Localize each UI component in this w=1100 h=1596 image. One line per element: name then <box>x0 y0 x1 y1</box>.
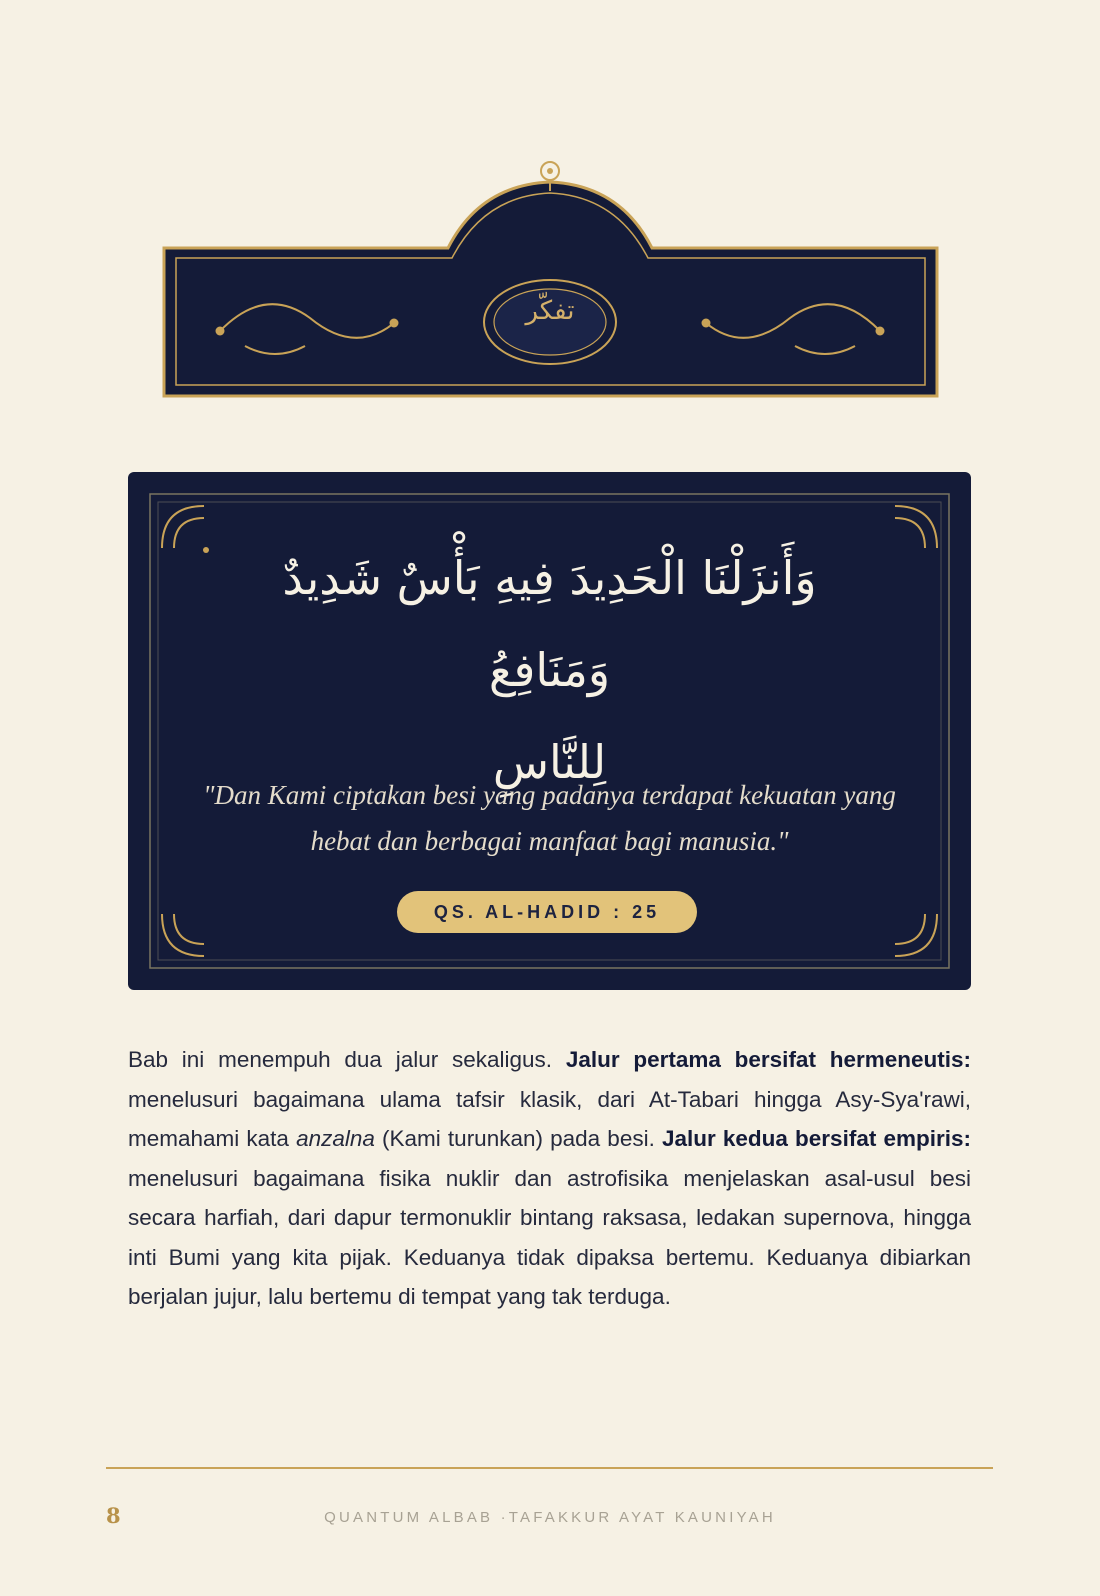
verse-card <box>128 472 971 990</box>
arabic-verse-line-2: لِلنَّاسِ <box>492 735 607 789</box>
body-text-segment: menelusuri bagaimana ulama tafsir klasik, dari At-Tabari hingga Asy-Sya'rawi, memahami kata <box>128 1086 971 1151</box>
body-bold-phrase-2: Jalur kedua bersifat empiris: <box>661 1126 971 1151</box>
arabic-verse <box>218 532 881 808</box>
page-number: 8 <box>106 1503 121 1528</box>
body-text-segment: (Kami turunkan) pada besi. <box>374 1126 662 1151</box>
body-text-segment: menelusuri bagaimana fisika nuklir dan astrofisika menjelaskan asal-usul besi secara harfiah, dari dapur termonuklir bintang raksasa, ledakan supernova, hingga inti Bumi yang kita pijak. Keduanya tidak dipaksa bertemu. Keduanya dibiarkan berjalan jujur, lalu bertemu di tempat yang tak terduga. <box>128 1165 971 1309</box>
body-bold-phrase-1: Jalur pertama bersifat hermeneutis: <box>565 1047 971 1072</box>
verse-translation: "Dan Kami ciptakan besi yang padanya terdapat kekuatan yang hebat dan berbagai manfaat bagi manusia." <box>203 780 896 856</box>
emblem-text: تفكّر <box>525 296 575 326</box>
verse-reference-badge: QS. AL-HADID : 25 <box>397 891 697 933</box>
body-italic-term: anzalna <box>296 1126 375 1151</box>
body-text-segment: Bab ini menempuh dua jalur sekaligus. <box>128 1047 566 1072</box>
header-ornament <box>0 0 1100 420</box>
arabic-verse-line-1: وَأَنزَلْنَا الْحَدِيدَ فِيهِ بَأْسٌ شَدِيدٌ وَمَنَافِعُ <box>282 551 817 697</box>
running-title: QUANTUM ALBAB ·TAFAKKUR AYAT KAUNIYAH <box>324 1509 776 1526</box>
body-paragraph <box>128 1040 971 1317</box>
footer-divider <box>106 1467 993 1469</box>
